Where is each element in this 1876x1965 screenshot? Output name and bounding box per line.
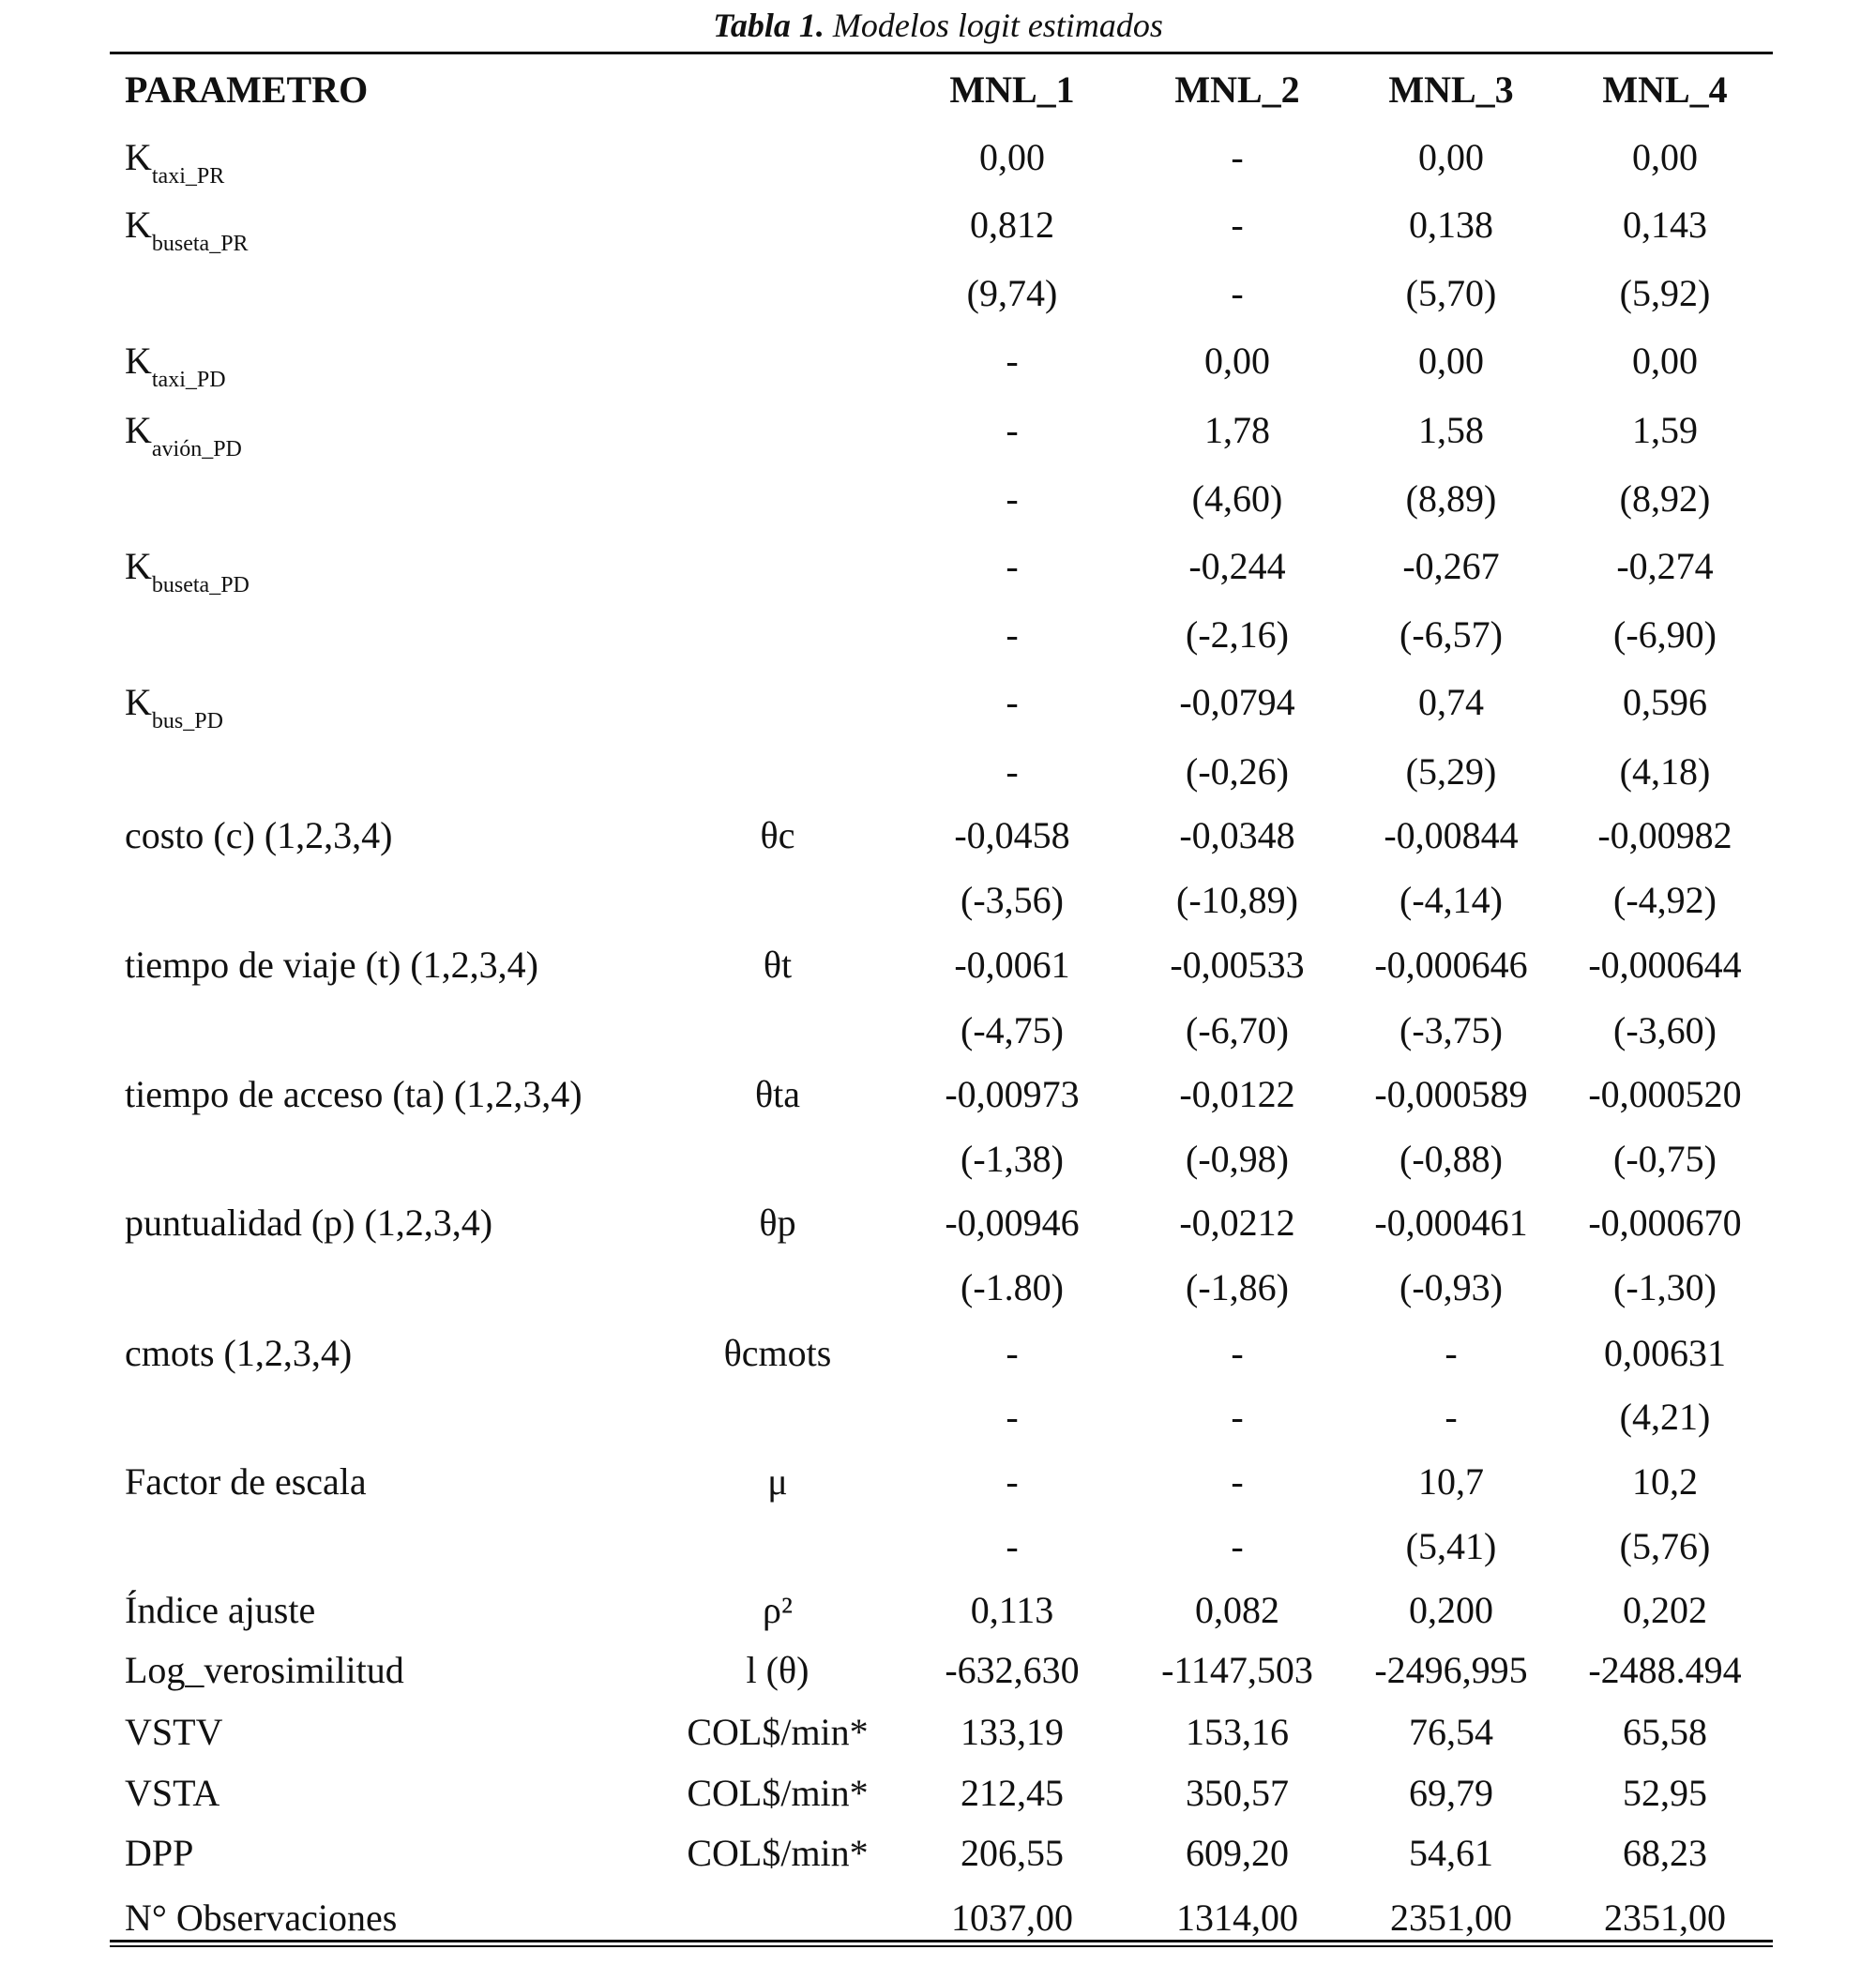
value-mnl-2: 1,78 [1204,409,1270,451]
param-name: K [125,204,152,246]
value-mnl-2: (-0,98) [1186,1138,1289,1180]
value-mnl-4: 0,00631 [1604,1332,1726,1374]
value-mnl-4: 0,00 [1632,136,1698,178]
table-row [0,471,1876,527]
value-mnl-2: 153,16 [1186,1711,1289,1753]
value-mnl-4: (-3,60) [1613,1009,1717,1051]
value-mnl-4: 68,23 [1623,1832,1707,1874]
table-row [0,1642,1876,1699]
param-symbol: θt [763,944,793,986]
value-mnl-3: 0,200 [1409,1589,1493,1631]
value-mnl-1: -0,0061 [954,944,1070,986]
value-mnl-3: (-0,88) [1399,1138,1503,1180]
param-name: costo (c) (1,2,3,4) [125,814,393,856]
value-mnl-2: 1314,00 [1176,1897,1298,1939]
table-row [0,197,1876,256]
value-mnl-2: -0,0122 [1179,1073,1295,1115]
value-mnl-1: -632,630 [945,1649,1080,1691]
value-mnl-1: 212,45 [961,1772,1064,1814]
value-mnl-1: - [1006,681,1019,723]
value-mnl-1: (-1,38) [961,1138,1064,1180]
value-mnl-4: -0,000520 [1588,1073,1742,1115]
table-row [0,1519,1876,1575]
value-mnl-3: 10,7 [1418,1460,1484,1503]
table-row [0,607,1876,663]
param-label [125,129,224,204]
value-mnl-2: - [1231,272,1244,314]
param-label [125,1825,193,1900]
param-label [125,402,242,477]
table-row [0,1765,1876,1821]
value-mnl-1: - [1006,1332,1019,1374]
param-name: Índice ajuste [125,1589,316,1631]
param-name: VSTA [125,1772,220,1814]
param-symbol: θp [759,1202,796,1244]
value-mnl-4: 0,596 [1623,681,1707,723]
param-subscript: buseta_PD [151,573,250,597]
table-row [0,265,1876,322]
param-label [125,197,249,272]
param-subscript: bus_PD [151,709,223,733]
param-label [125,1066,582,1141]
value-mnl-4: (-6,90) [1613,613,1717,656]
param-name: puntualidad (p) (1,2,3,4) [125,1202,493,1244]
value-mnl-2: 0,00 [1204,340,1270,382]
value-mnl-3: 2351,00 [1390,1897,1512,1939]
header-mnl-3: MNL_3 [1388,68,1514,111]
value-mnl-2: 350,57 [1186,1772,1289,1814]
value-mnl-2: (-10,89) [1176,879,1298,921]
value-mnl-1: -0,00973 [945,1073,1080,1115]
value-mnl-3: -0,267 [1402,545,1500,587]
value-mnl-1: 0,113 [970,1589,1054,1631]
value-mnl-1: 206,55 [961,1832,1064,1874]
param-subscript: buseta_PR [151,232,249,256]
value-mnl-4: (4,18) [1619,750,1711,793]
value-mnl-3: 76,54 [1409,1711,1493,1753]
param-subscript: avión_PD [151,437,242,461]
value-mnl-4: -0,274 [1616,545,1714,587]
table-row [0,538,1876,595]
value-mnl-3: - [1445,1396,1458,1438]
table-row [0,1066,1876,1123]
value-mnl-2: - [1231,1525,1244,1567]
param-label [125,674,223,749]
value-mnl-3: 0,138 [1409,204,1493,246]
table-row [0,402,1876,459]
table-row [0,1195,1876,1251]
value-mnl-1: - [1006,409,1019,451]
param-symbol: COL$/min* [687,1772,869,1814]
header-mnl-2: MNL_2 [1174,68,1300,111]
value-mnl-2: (-1,86) [1186,1266,1289,1308]
bottom-rule-inner [110,1945,1773,1947]
value-mnl-4: -0,000644 [1588,944,1742,986]
value-mnl-4: 2351,00 [1604,1897,1726,1939]
param-name: tiempo de viaje (t) (1,2,3,4) [125,944,538,986]
param-name: K [125,136,152,178]
value-mnl-2: -0,244 [1188,545,1286,587]
param-symbol: COL$/min* [687,1832,869,1874]
value-mnl-1: - [1006,1525,1019,1567]
value-mnl-2: (4,60) [1191,477,1283,520]
table-row [0,129,1876,189]
param-label [125,1890,397,1965]
table-row [0,1325,1876,1382]
value-mnl-4: (4,21) [1619,1396,1711,1438]
value-mnl-3: -2496,995 [1374,1649,1528,1691]
value-mnl-3: 54,61 [1409,1832,1493,1874]
value-mnl-1: - [1006,613,1019,656]
param-label [125,1454,367,1529]
table-row [0,937,1876,993]
table-row [0,333,1876,392]
value-mnl-3: -0,000589 [1374,1073,1528,1115]
value-mnl-3: (-3,75) [1399,1009,1503,1051]
value-mnl-4: 0,143 [1623,204,1707,246]
value-mnl-2: (-2,16) [1186,613,1289,656]
table-row [0,1003,1876,1059]
value-mnl-2: -0,0212 [1179,1202,1295,1244]
value-mnl-2: -0,00533 [1170,944,1305,986]
param-symbol: θc [760,814,795,856]
value-mnl-1: -0,00946 [945,1202,1080,1244]
value-mnl-2: - [1231,136,1244,178]
value-mnl-4: -2488.494 [1588,1649,1742,1691]
table-row [0,1131,1876,1187]
value-mnl-3: -0,000646 [1374,944,1528,986]
value-mnl-1: - [1006,1460,1019,1503]
value-mnl-3: (-6,57) [1399,613,1503,656]
value-mnl-1: (-4,75) [961,1009,1064,1051]
value-mnl-3: 1,58 [1418,409,1484,451]
param-name: Factor de escala [125,1460,367,1503]
param-label [125,937,538,1012]
value-mnl-2: 609,20 [1186,1832,1289,1874]
value-mnl-2: - [1231,1332,1244,1374]
param-name: N° Observaciones [125,1897,398,1939]
value-mnl-1: - [1006,477,1019,520]
param-symbol: COL$/min* [687,1711,869,1753]
value-mnl-3: 0,00 [1418,340,1484,382]
param-name: DPP [125,1832,194,1874]
caption-text: Modelos logit estimados [824,7,1163,44]
value-mnl-3: (5,70) [1405,272,1497,314]
table-row [0,1582,1876,1639]
value-mnl-4: -0,00982 [1597,814,1732,856]
value-mnl-4: (5,92) [1619,272,1711,314]
table-row [0,1454,1876,1510]
value-mnl-1: 0,812 [970,204,1054,246]
param-subscript: taxi_PD [151,368,226,392]
value-mnl-4: 65,58 [1623,1711,1707,1753]
bottom-rule [110,1940,1773,1942]
value-mnl-1: (-1.80) [961,1266,1064,1308]
table-row [0,808,1876,864]
value-mnl-4: 0,00 [1632,340,1698,382]
param-symbol: θta [754,1073,801,1115]
value-mnl-2: - [1231,1460,1244,1503]
value-mnl-4: 1,59 [1632,409,1698,451]
value-mnl-4: (8,92) [1619,477,1711,520]
value-mnl-2: -0,0348 [1179,814,1295,856]
value-mnl-3: (8,89) [1405,477,1497,520]
param-name: VSTV [125,1711,223,1753]
param-label [125,808,392,883]
param-label [125,333,226,408]
header-mnl-4: MNL_4 [1602,68,1728,111]
header-row [0,62,1876,118]
value-mnl-2: 0,082 [1195,1589,1279,1631]
param-name: cmots (1,2,3,4) [125,1332,353,1374]
value-mnl-4: (5,76) [1619,1525,1711,1567]
value-mnl-1: (-3,56) [961,879,1064,921]
value-mnl-3: 0,00 [1418,136,1484,178]
header-parametro: PARAMETRO [125,68,369,111]
param-name: tiempo de acceso (ta) (1,2,3,4) [125,1073,582,1115]
value-mnl-2: - [1231,1396,1244,1438]
value-mnl-3: -0,00844 [1384,814,1519,856]
param-symbol: θcmots [723,1332,832,1374]
table-row [0,674,1876,731]
top-rule [110,52,1773,54]
value-mnl-1: (9,74) [966,272,1058,314]
value-mnl-3: (-0,93) [1399,1266,1503,1308]
value-mnl-4: 52,95 [1623,1772,1707,1814]
value-mnl-2: (-0,26) [1186,750,1289,793]
value-mnl-3: - [1445,1332,1458,1374]
value-mnl-4: -0,000670 [1588,1202,1742,1244]
param-name: Log_verosimilitud [125,1649,404,1691]
param-subscript: taxi_PR [151,164,225,189]
value-mnl-3: 0,74 [1418,681,1484,723]
value-mnl-1: 0,00 [979,136,1045,178]
value-mnl-4: (-0,75) [1613,1138,1717,1180]
value-mnl-2: (-6,70) [1186,1009,1289,1051]
param-symbol: l (θ) [746,1649,809,1691]
value-mnl-1: 133,19 [961,1711,1064,1753]
table-caption [0,6,1876,45]
value-mnl-2: - [1231,204,1244,246]
value-mnl-2: -0,0794 [1179,681,1295,723]
param-label [125,1195,492,1270]
param-symbol: μ [767,1460,788,1503]
value-mnl-1: - [1006,750,1019,793]
param-symbol: ρ² [763,1589,793,1631]
param-name: K [125,340,152,382]
param-name: K [125,545,152,587]
table-row [0,1704,1876,1761]
header-mnl-1: MNL_1 [949,68,1075,111]
value-mnl-4: (-4,92) [1613,879,1717,921]
table-row [0,1890,1876,1946]
value-mnl-1: - [1006,545,1019,587]
value-mnl-4: 10,2 [1632,1460,1698,1503]
table-row [0,1825,1876,1882]
value-mnl-3: (-4,14) [1399,879,1503,921]
value-mnl-3: (5,41) [1405,1525,1497,1567]
value-mnl-1: -0,0458 [954,814,1070,856]
value-mnl-1: - [1006,340,1019,382]
value-mnl-3: -0,000461 [1374,1202,1528,1244]
table-row [0,744,1876,800]
table-row [0,1260,1876,1316]
value-mnl-3: (5,29) [1405,750,1497,793]
value-mnl-2: -1147,503 [1161,1649,1313,1691]
value-mnl-1: - [1006,1396,1019,1438]
value-mnl-4: 0,202 [1623,1589,1707,1631]
value-mnl-1: 1037,00 [951,1897,1073,1939]
table-row [0,1389,1876,1445]
value-mnl-4: (-1,30) [1613,1266,1717,1308]
param-label [125,538,250,613]
table-row [0,872,1876,929]
caption-label: Tabla 1. [713,7,825,44]
param-name: K [125,409,152,451]
param-name: K [125,681,152,723]
value-mnl-3: 69,79 [1409,1772,1493,1814]
